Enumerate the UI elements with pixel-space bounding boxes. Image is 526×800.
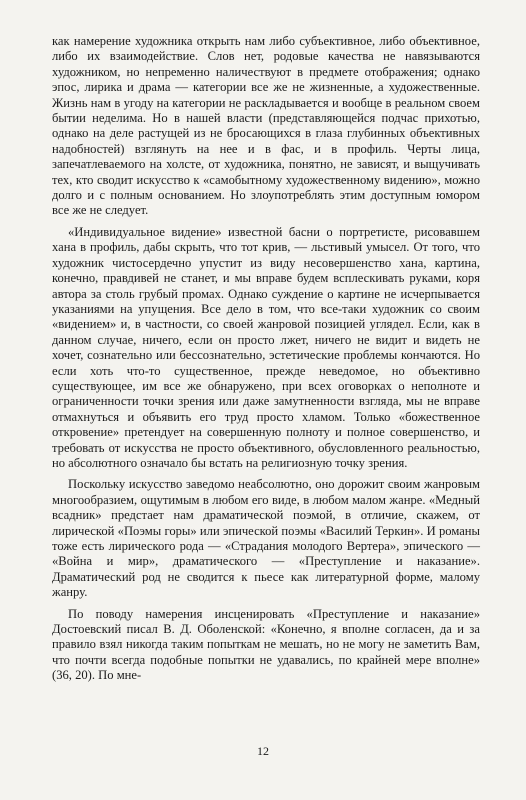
paragraph-1: как намерение художника открыть нам либо субъективное, либо объективное, либо их взаимодействие. Слов нет, родовые качества не навязываются художником, но непременно наличествуют в предмете отображения; однако эпос, лирика и драма — категории все же не жизненные, а художественные. Жизнь нам в угоду на категории не раскладывается и вообще в реальном своем бытии неделима. Но в нашей власти (представляющейся подчас прихотью, однако на деле растущей из не бросающихся в глаза глубинных объективных надобностей) взглянуть на нее и в фас, и в профиль. Черты лица, запечатлеваемого на холсте, от художника, понятно, не зависят, и выщучивать тех, кто сводит искусство к «самобытному художественному видению», можно долго и с полным основанием. Но злоупотреблять этим доступным юмором все же не следует. — [52, 34, 480, 218]
paragraph-3: Поскольку искусство заведомо неабсолютно, оно дорожит своим жанровым многообразием, ощутимым в любом его виде, в любом малом жанре. «Медный всадник» предстает нам драматической поэмой, в отличие, скажем, от лирической «Поэмы горы» или эпической поэмы «Василий Теркин». И романы тоже есть лирического рода — «Страдания молодого Вертера», эпического — «Война и мир», драматического — «Преступление и наказание». Драматический род не сводится к пьесе как литературной форме, малому жанру. — [52, 477, 480, 600]
paragraph-2: «Индивидуальное видение» известной басни о портретисте, рисовавшем хана в профиль, дабы скрыть, что тот крив, — льстивый умысел. От того, что художник чистосердечно упустит из виду несовершенство хана, картина, конечно, правдивей не станет, и мы вправе будем всплескивать руками, коря автора за столь грубый промах. Однако суждение о картине не исчерпывается указаниями на упущения. Все дело в том, что все-таки художник со своим «видением» и, в частности, со своей жанровой позицией углядел. Если, как в данном случае, ничего, если он просто лжет, ничего не видит и видеть не хочет, сознательно или бессознательно, эстетические проблемы кончаются. Но если хоть что-то существенное, прежде неведомое, но объективно существующее, им все же обнаружено, при всех оговорках о неполноте и ограниченности точки зрения или даже замутненности взгляда, мы не вправе отмахнуться и объявить его труд просто хламом. Только «божественное откровение» претендует на совершенную полноту и полное совершенство, и требовать от искусства не просто объективного, обусловленного реальностью, но абсолютного означало бы встать на религиозную точку зрения. — [52, 224, 480, 470]
page-number: 12 — [257, 744, 269, 758]
paragraph-4: По поводу намерения инсценировать «Преступление и наказание» Достоевский писал В. Д. Оболенской: «Конечно, я вполне согласен, да и за правило взял никогда таким попыткам не мешать, но не могу не заметить Вам, что почти всегда подобные попытки не удавались, по крайней мере вполне» (36, 20). По мне- — [52, 606, 480, 683]
text-body — [52, 34, 480, 684]
